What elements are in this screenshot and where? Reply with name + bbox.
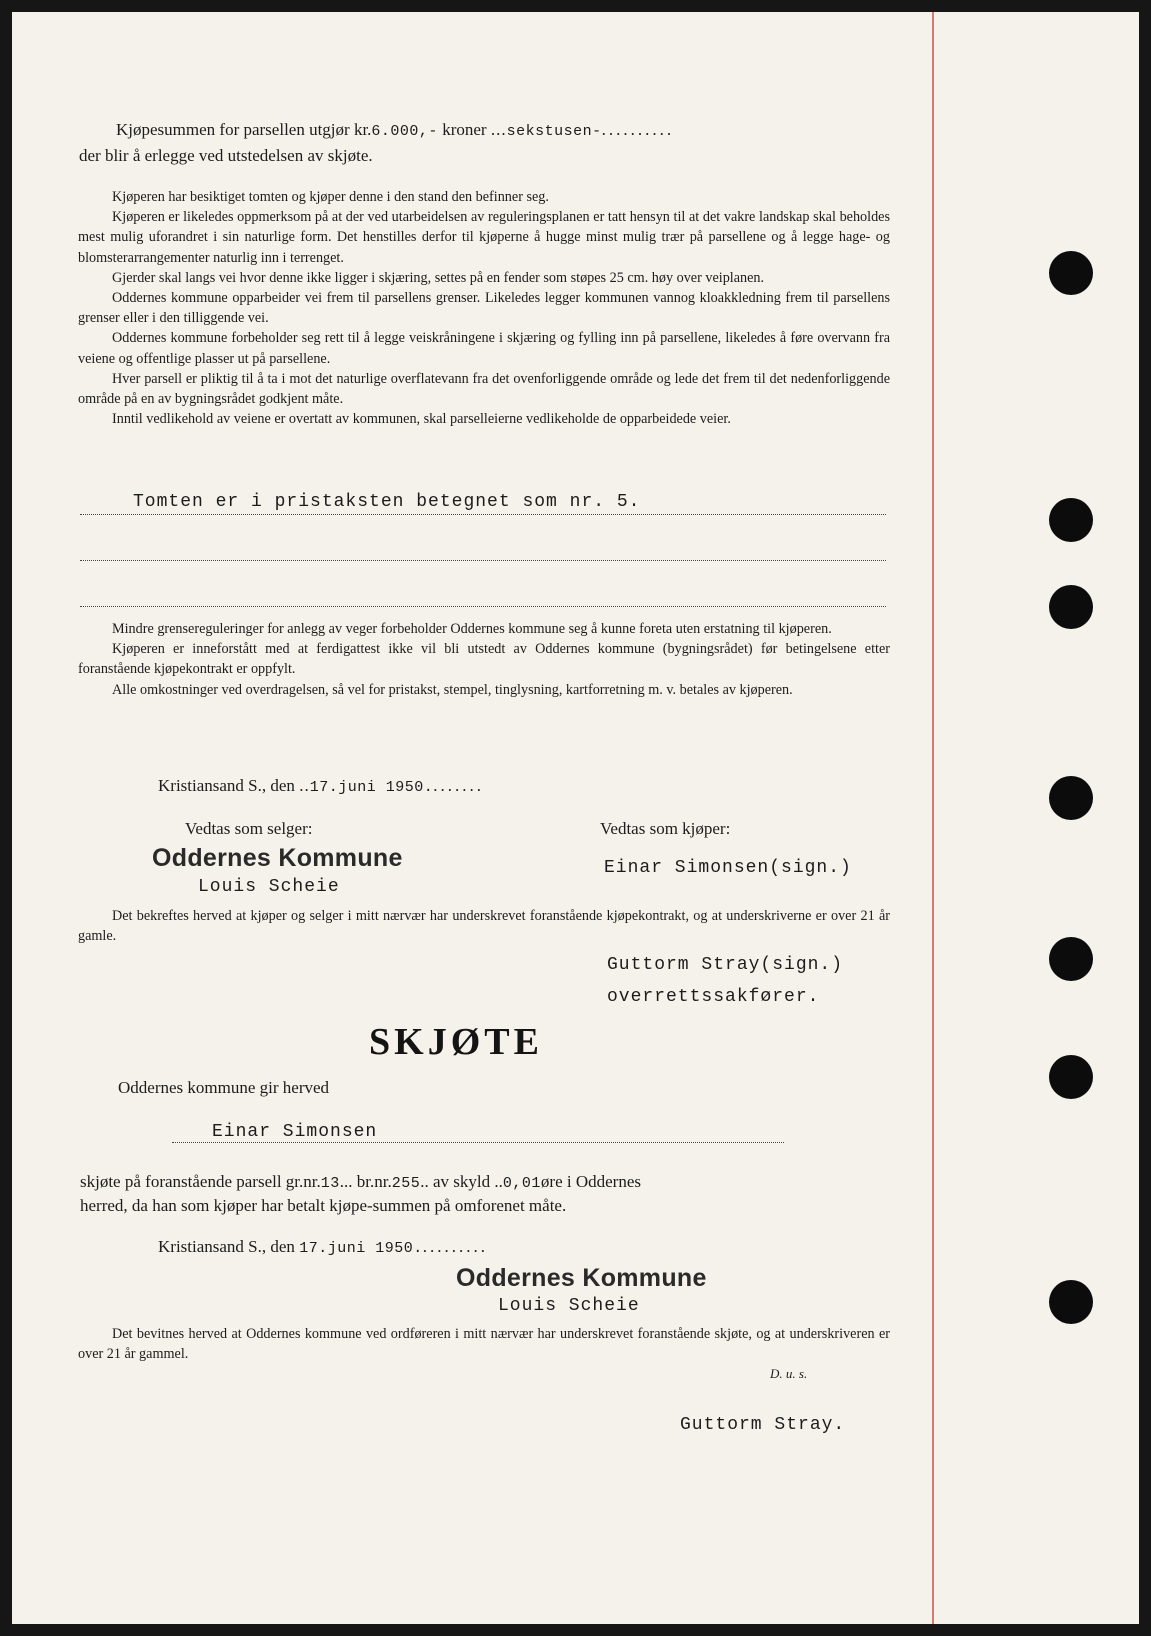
purchase-amount-words: sekstusen- [506, 123, 602, 140]
term-paragraph: Hver parsell er pliktig til å ta i mot det naturlige overflatevann fra det ovenforliggende område og lede det frem til det nedenforliggende område på en av bygningsrådet godkjent måte. [78, 370, 890, 408]
purchase-line-1: Kjøpesummen for parsellen utgjør kr.6.000,- kroner ...sekstusen-.......... [116, 120, 675, 140]
deed-gnr: 13 [320, 1175, 340, 1192]
term-paragraph: Oddernes kommune forbeholder seg rett til å legge veiskråningene i skjæring og fylling inn på parsellene, likeledes å føre overvann fra veiene og offentlige plasser ut på parsellene. [78, 330, 890, 367]
deed-stamp: Oddernes Kommune [456, 1264, 707, 1292]
deed-gnr-label: skjøte på foranstående parsell gr.nr. [80, 1172, 321, 1191]
witness-signature: Guttorm Stray(sign.) [607, 955, 844, 975]
deed-intro: Oddernes kommune gir herved [118, 1078, 330, 1097]
punch-hole [1049, 251, 1093, 295]
term-paragraph: Kjøperen har besiktiget tomten og kjøper denne i den stand den befinner seg. [112, 189, 549, 205]
fill-line [80, 560, 886, 561]
term-paragraph: Inntil vedlikehold av veiene er overtatt av kommunen, skal parselleierne vedlikeholde de opparbeidede veier. [112, 411, 731, 428]
buyer-signature: Einar Simonsen(sign.) [604, 858, 852, 878]
punch-hole [1049, 498, 1093, 542]
witness-text: Det bekreftes herved at kjøper og selger i mitt nærvær har underskrevet foranstående kjøpekontrakt, og at underskriverne er over 21 år gamle. [78, 908, 890, 945]
punch-hole [1049, 937, 1093, 981]
deed-parcel-line: skjøte på foranstående parsell gr.nr.13... br.nr.255.. av skyld ..0,01øre i Oddernes [80, 1172, 641, 1192]
seller-stamp: Oddernes Kommune [152, 844, 403, 872]
deed-bnr: 255 [391, 1175, 421, 1192]
term-paragraph: Kjøperen er likeledes oppmerksom på at der ved utarbeidelsen av reguleringsplanen er tatt hensyn til at det vakre landskap skal beholdes mest mulig uforandret i sin naturlige form. Det henstilles derfor til kjøperne å hugge minst mulig trær på parsellene og å legge hage- og blomsterarrangementer naturlig inn i terrenget. [78, 209, 890, 266]
witness-title: overrettssakfører. [607, 987, 820, 1007]
deed-attest-block [78, 1324, 890, 1364]
deed-bnr-label: br.nr. [356, 1172, 392, 1191]
deed-skyld-label: av skyld [433, 1172, 491, 1191]
seller-heading: Vedtas som selger: [185, 819, 313, 838]
contract-date-line: Kristiansand S., den ..17.juni 1950........ [158, 776, 484, 796]
purchase-prefix: Kjøpesummen for parsellen utgjør kr. [116, 120, 372, 139]
deed-date-line: Kristiansand S., den 17.juni 1950.......... [158, 1237, 488, 1257]
purchase-amount: 6.000,- [371, 123, 438, 140]
terms-block-2 [78, 619, 890, 700]
punch-hole [1049, 776, 1093, 820]
punch-hole [1049, 1055, 1093, 1099]
purchase-kroner: kroner [442, 120, 487, 139]
deed-signature: Louis Scheie [498, 1296, 640, 1316]
seller-signature: Louis Scheie [198, 877, 340, 897]
fill-line [80, 514, 886, 515]
deed-date: 17.juni 1950. [299, 1240, 423, 1257]
terms-block [78, 187, 890, 429]
deed-heading: SKJØTE [369, 1021, 543, 1063]
margin-rule [932, 12, 934, 1624]
deed-attest-text: Det bevitnes herved at Oddernes kommune ved ordføreren i mitt nærvær har underskrevet foranstående skjøte, og at underskriveren er over 21 år gammel. [78, 1326, 890, 1363]
term-paragraph: Gjerder skal langs vei hvor denne ikke ligger i skjæring, settes på en fender som støpes 25 cm. høy over veiplanen. [112, 269, 765, 286]
term-paragraph: Alle omkostninger ved overdragelsen, så vel for pristakst, stempel, tinglysning, kartforretning m. v. betales av kjøperen. [112, 681, 793, 698]
witness-block [78, 906, 890, 946]
term-paragraph: Oddernes kommune opparbeider vei frem til parsellens grenser. Likeledes legger kommunen vannog kloakkledning frem til parsellens grenser eller i den tilliggende vei. [78, 290, 890, 327]
deed-ore-label: øre i Oddernes [540, 1172, 641, 1191]
document-page [12, 12, 1139, 1624]
date-prefix: Kristiansand S., den [158, 776, 295, 795]
punch-hole [1049, 1280, 1093, 1324]
contract-date: 17.juni 1950. [309, 779, 434, 796]
term-paragraph: Kjøperen er inneforstått med at ferdigattest ikke vil bli utstedt av Oddernes kommune (bygningsrådet) før betingelsene etter foranstående kjøpekontrakt er oppfylt. [78, 641, 890, 678]
typed-note: Tomten er i pristaksten betegnet som nr. 5. [133, 492, 641, 512]
attest-signature: Guttorm Stray. [680, 1415, 846, 1435]
buyer-heading: Vedtas som kjøper: [600, 819, 731, 838]
deed-date-prefix: Kristiansand S., den [158, 1237, 295, 1256]
dus-mark: D. u. s. [770, 1366, 808, 1381]
deed-skyld: 0,01 [502, 1175, 541, 1192]
term-paragraph: Mindre grensereguleringer for anlegg av veger forbeholder Oddernes kommune seg å kunne foreta uten erstatning til kjøperen. [112, 621, 832, 637]
punch-hole [1049, 585, 1093, 629]
grantee-line [172, 1142, 784, 1143]
deed-grantee: Einar Simonsen [212, 1122, 378, 1142]
purchase-line-2: der blir å erlegge ved utstedelsen av skjøte. [79, 146, 373, 165]
fill-line [80, 606, 886, 607]
deed-line-2: herred, da han som kjøper har betalt kjøpe-summen på omforenet måte. [80, 1196, 567, 1215]
